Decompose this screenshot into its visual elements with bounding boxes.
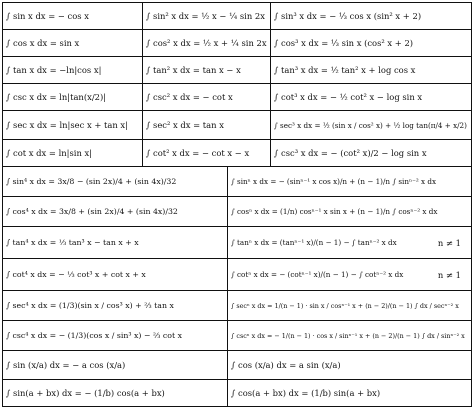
- table-row: [3, 140, 471, 167]
- formula-cell: ∫ cot x dx = ln|sin x|: [3, 140, 143, 166]
- table-row: [3, 167, 471, 197]
- formula-cell: ∫ cos³ x dx = ⅓ sin x (cos² x + 2): [274, 38, 414, 48]
- formula-cell: ∫ tan³ x dx = ½ tan² x + log cos x: [274, 65, 416, 75]
- formula-cell: ∫ csc³ x dx = − (cot² x)/2 − log sin x: [274, 148, 427, 158]
- formula-cell: ∫ cot³ x dx = − ½ cot² x − log sin x: [274, 92, 423, 102]
- table-row: [3, 3, 471, 30]
- condition-note: n ≠ 1: [437, 237, 461, 248]
- table-row: [3, 351, 471, 380]
- formula-cell: ∫ csc x dx = ln|tan(x/2)|: [3, 84, 143, 110]
- table-row: [3, 259, 471, 291]
- formula-cell: ∫ cos x dx = sin x: [3, 30, 143, 56]
- formula-cell: ∫ cot⁴ x dx = − ⅓ cot³ x + cot x + x: [3, 259, 228, 290]
- formula-cell: [228, 259, 471, 290]
- formula-cell: ∫ cscⁿ x dx = − 1/(n − 1) · cos x / sinⁿ⁻¹ x + (n − 2)/(n − 1) ∫ dx / sinⁿ⁻² x: [231, 331, 465, 340]
- formula-cell: ∫ sec³ x dx = ½ (sin x / cos² x) + ½ log tan(π/4 + x/2): [274, 120, 467, 130]
- formula-cell: ∫ tan² x dx = tan x − x: [143, 57, 271, 83]
- formula-cell: ∫ sin³ x dx = − ⅓ cos x (sin² x + 2): [274, 11, 422, 21]
- table-row: [3, 321, 471, 351]
- formula-text: ∫ cotⁿ x dx = − (cotⁿ⁻¹ x)/(n − 1) − ∫ cotⁿ⁻² x dx: [231, 270, 404, 279]
- formula-cell: ∫ cot² x dx = − cot x − x: [143, 140, 271, 166]
- integral-table: [2, 2, 472, 407]
- table-row: [3, 197, 471, 227]
- table-row: [3, 291, 471, 321]
- table-row: [3, 84, 471, 111]
- condition-note: n ≠ 1: [437, 269, 461, 280]
- formula-cell: ∫ cos(a + bx) dx = (1/b) sin(a + bx): [231, 388, 381, 398]
- formula-cell: ∫ sec x dx = ln|sec x + tan x|: [3, 111, 143, 139]
- formula-cell: ∫ csc⁴ x dx = − (1/3)(cos x / sin³ x) − ⅔ cot x: [3, 321, 228, 350]
- formula-cell: ∫ cos² x dx = ½ x + ¼ sin 2x: [143, 30, 271, 56]
- table-row: [3, 111, 471, 140]
- formula-cell: ∫ sin (x/a) dx = − a cos (x/a): [3, 351, 228, 379]
- formula-cell: ∫ csc² x dx = − cot x: [143, 84, 271, 110]
- formula-cell: ∫ sec² x dx = tan x: [143, 111, 271, 139]
- table-row: [3, 380, 471, 406]
- formula-cell: ∫ sin⁴ x dx = 3x/8 − (sin 2x)/4 + (sin 4x)/32: [3, 167, 228, 196]
- formula-cell: ∫ sinⁿ x dx = − (sinⁿ⁻¹ x cos x)/n + (n − 1)/n ∫ sinⁿ⁻² x dx: [231, 177, 437, 186]
- table-row: [3, 227, 471, 259]
- formula-cell: ∫ sin x dx = − cos x: [3, 3, 143, 29]
- formula-cell: ∫ tan⁴ x dx = ⅓ tan³ x − tan x + x: [3, 227, 228, 258]
- formula-text: ∫ tanⁿ x dx = (tanⁿ⁻¹ x)/(n − 1) − ∫ tanⁿ⁻² x dx: [231, 238, 397, 247]
- formula-cell: ∫ cos⁴ x dx = 3x/8 + (sin 2x)/4 + (sin 4x)/32: [3, 197, 228, 226]
- formula-cell: [228, 227, 471, 258]
- formula-cell: ∫ sec⁴ x dx = (1/3)(sin x / cos³ x) + ⅔ tan x: [3, 291, 228, 320]
- table-row: [3, 30, 471, 57]
- formula-cell: ∫ tan x dx = −ln|cos x|: [3, 57, 143, 83]
- formula-cell: ∫ sin² x dx = ½ x − ¼ sin 2x: [143, 3, 271, 29]
- formula-cell: ∫ cosⁿ x dx = (1/n) cosⁿ⁻¹ x sin x + (n − 1)/n ∫ cosⁿ⁻² x dx: [231, 207, 438, 216]
- table-row: [3, 57, 471, 84]
- formula-cell: ∫ cos (x/a) dx = a sin (x/a): [231, 360, 341, 370]
- formula-cell: ∫ sin(a + bx) dx = − (1/b) cos(a + bx): [3, 380, 228, 406]
- formula-cell: ∫ secⁿ x dx = 1/(n − 1) · sin x / cosⁿ⁻¹ x + (n − 2)/(n − 1) ∫ dx / secⁿ⁻² x: [231, 301, 459, 310]
